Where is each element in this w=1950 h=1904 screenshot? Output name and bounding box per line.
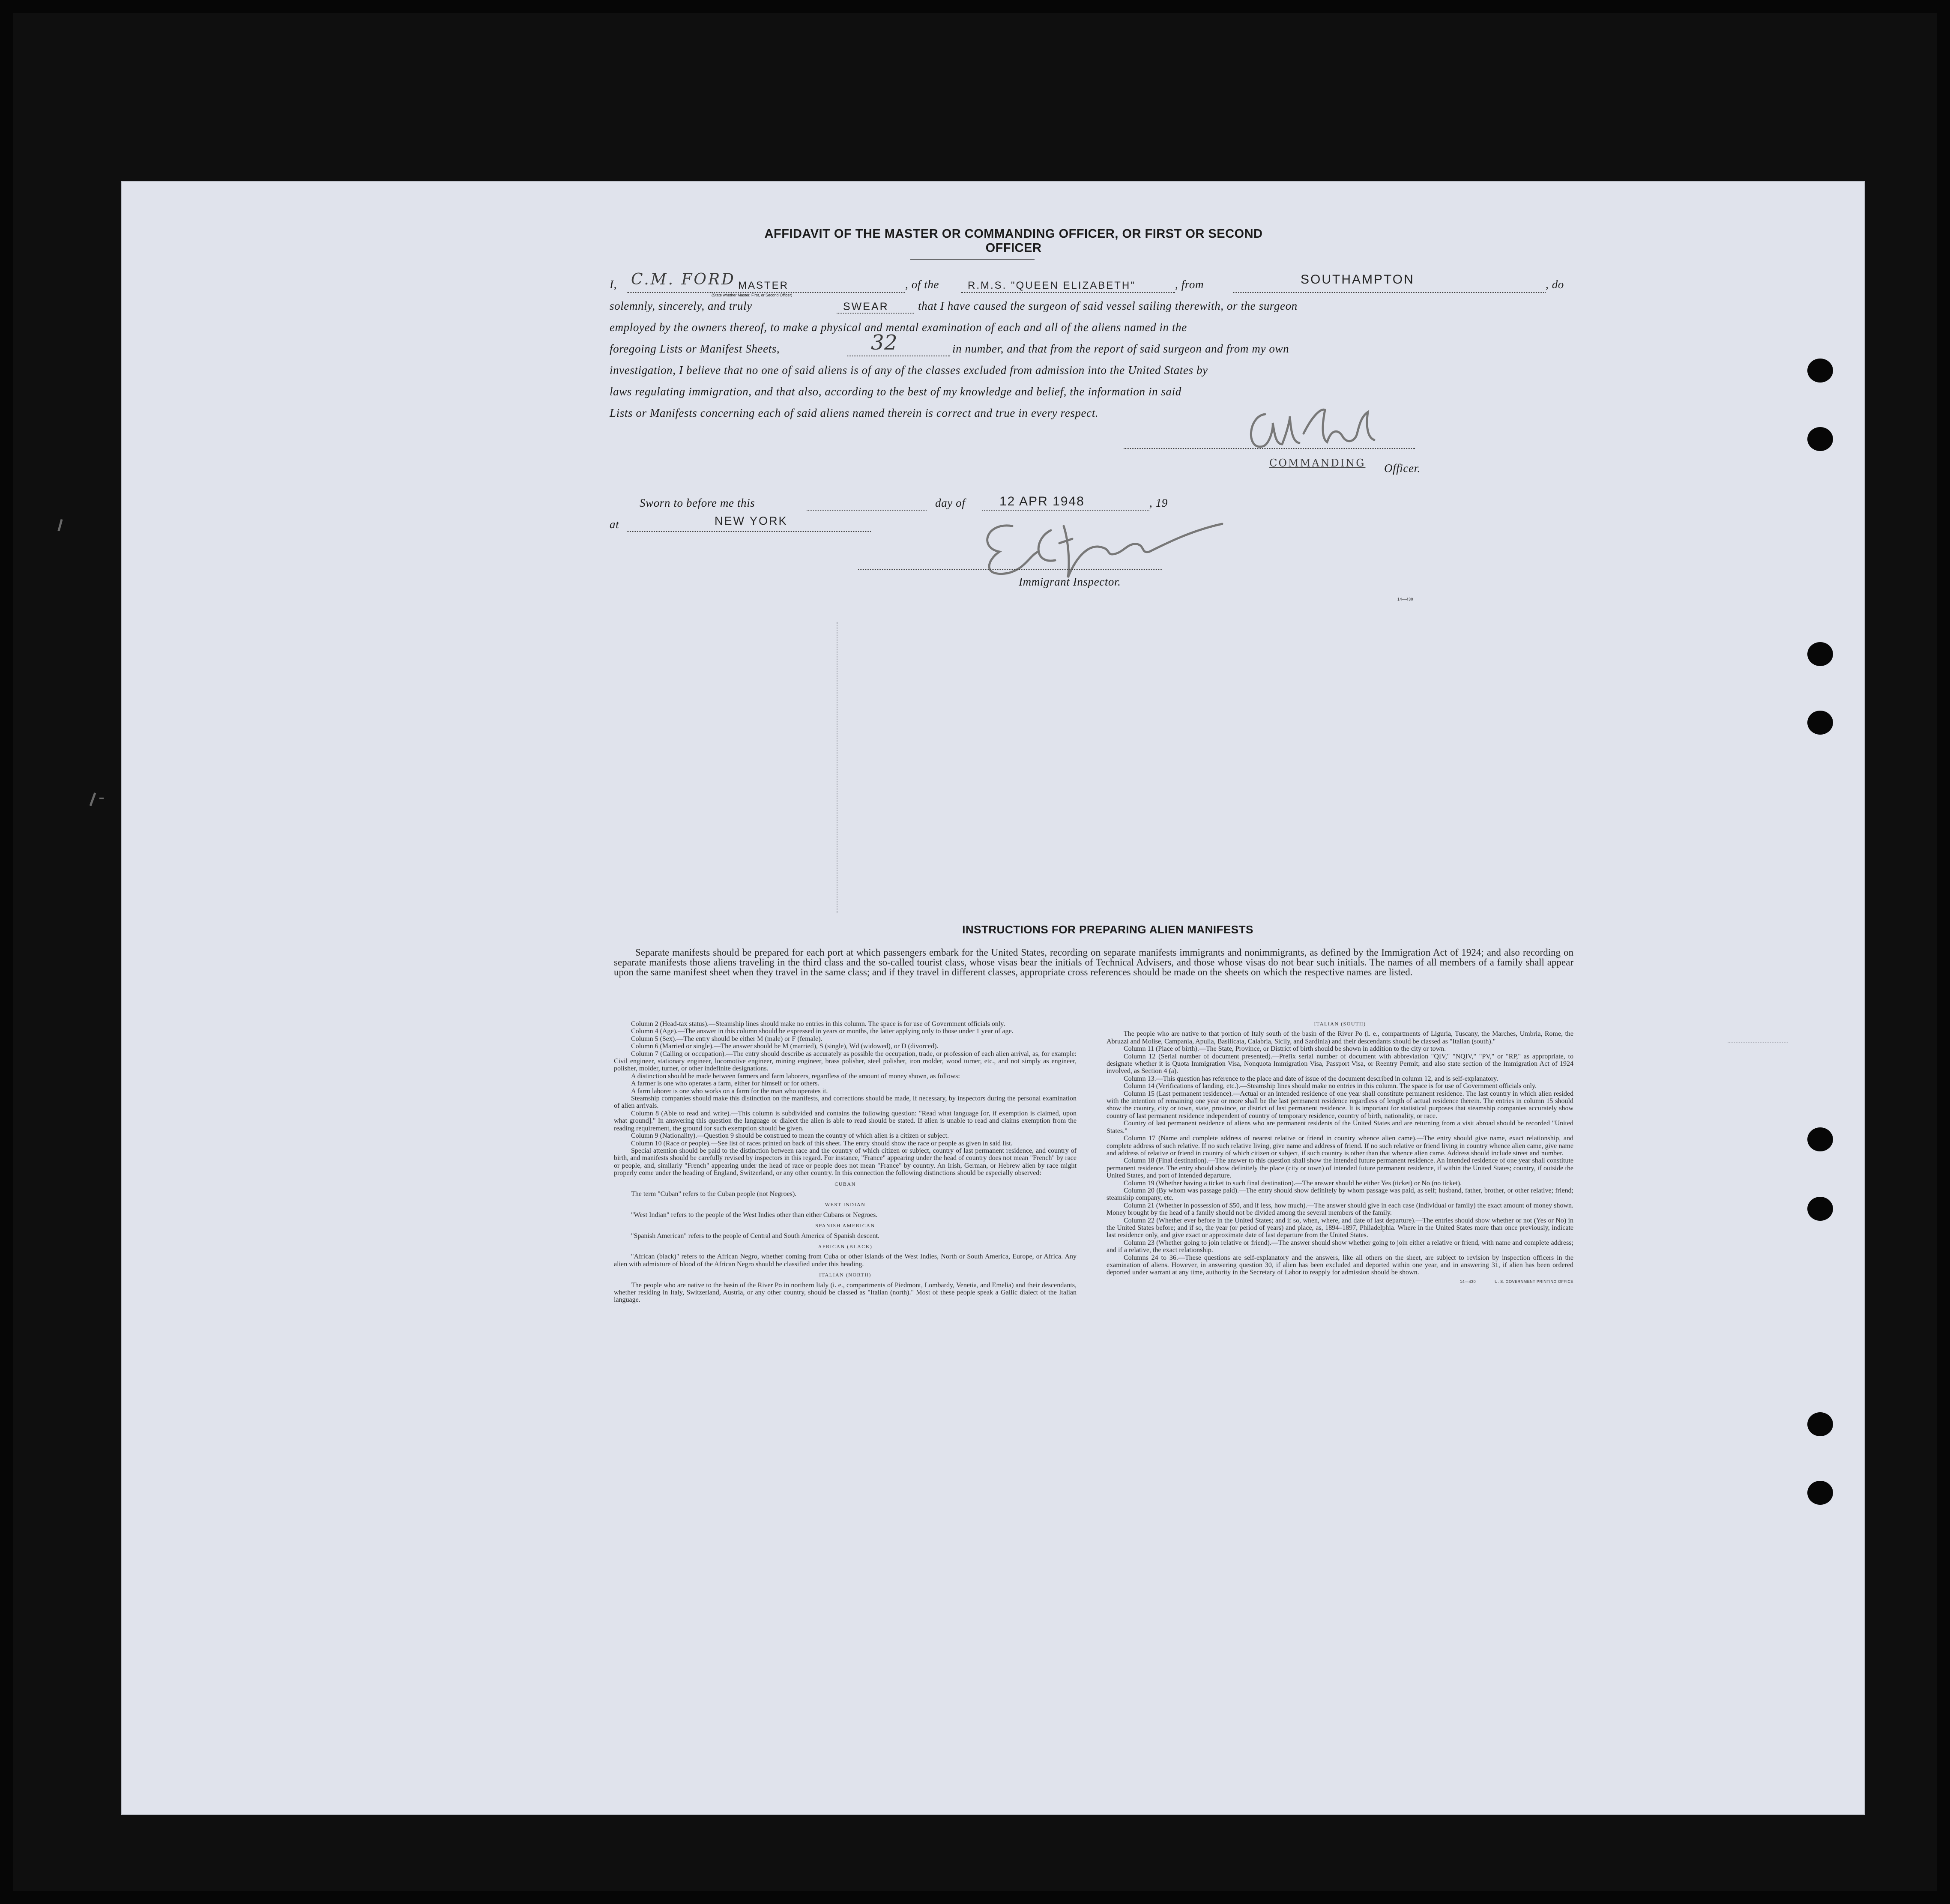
line4-b: in number, and that from the report of said surgeon and from my own bbox=[952, 342, 1289, 355]
vessel-name: R.M.S. "QUEEN ELIZABETH" bbox=[968, 280, 1136, 291]
affidavit-line-3: employed by the owners thereof, to make a physical and mental examination of each and all of the aliens named in the bbox=[610, 321, 1187, 334]
col21-text: Column 21 (Whether in possession of $50, and if less, how much).—The answer should give in each case (individual or family) the exact amount of money shown. Money brought by the head of a family should not be divided among the several members of the family. bbox=[1107, 1202, 1573, 1217]
col17-text: Column 17 (Name and complete address of nearest relative or friend in country whence alien came).—The entry should give name, exact relationship, and complete address of such relative. If no such relative living, give name and address of friend. If no such relative or friend living in country whence alien came, give name and address of relative or friend in country of which citizen or subject, if such country is other than that whence alien came. Address should include street and number. bbox=[1107, 1135, 1573, 1157]
punch-hole bbox=[1807, 1481, 1833, 1505]
col5-text: Column 5 (Sex).—The entry should be either M (male) or F (female). bbox=[631, 1035, 822, 1043]
sheet-count-handwritten: 32 bbox=[871, 331, 898, 355]
officer-label: Officer. bbox=[1384, 462, 1421, 475]
col2-text: Column 2 (Head-tax status).—Steamship lines should make no entries in this column. The space is for use of Government officials only. bbox=[631, 1020, 1005, 1028]
punch-hole bbox=[1807, 427, 1833, 451]
col19-text: Column 19 (Whether having a ticket to such final destination).—The answer should be either Yes (ticket) or No (no ticket). bbox=[1124, 1179, 1462, 1187]
line4-a: foregoing Lists or Manifest Sheets, bbox=[610, 342, 780, 355]
italian-south-text: The people who are native to that portion of Italy south of the basin of the River Po (i. e., compartments of Liguria, Tuscany, the Marches, Umbria, Rome, the Abruzzi and Molise, Campania, Apulia, Basilicata, Calabria, Sicily, and Sardinia) and their descendants should be classed as "Italian (south)." bbox=[1107, 1030, 1573, 1045]
punch-hole bbox=[1807, 359, 1833, 383]
officer-title-row bbox=[1269, 457, 1569, 478]
from-label: , from bbox=[1175, 278, 1204, 291]
col10-text: Column 10 (Race or people).—See list of races printed on back of this sheet. The entry should show the race or people as given in said list. bbox=[631, 1139, 1013, 1147]
oath-word: SWEAR bbox=[843, 301, 889, 313]
master-name-handwritten: C.M. FORD bbox=[631, 271, 736, 288]
at-label: at bbox=[610, 518, 619, 531]
heading-italian-south: ITALIAN (SOUTH) bbox=[1314, 1021, 1366, 1027]
col4-text: Column 4 (Age).—The answer in this column should be expressed in years or months, the latter applying only to those under 1 year of age. bbox=[631, 1028, 1014, 1035]
col14-text: Column 14 (Verifications of landing, etc.).—Steamship lines should make no entries in this column. The space is for use of Government officials only. bbox=[1124, 1082, 1537, 1090]
place-stamp: NEW YORK bbox=[715, 514, 788, 527]
manifest-page bbox=[121, 181, 1865, 1815]
instructions-left-column bbox=[614, 1020, 1077, 1304]
inspector-signature-text: E. Hess bbox=[961, 513, 963, 514]
col12-text: Column 12 (Serial number of document presented).—Prefix serial number of document with abbreviation "QIV," "NQIV," "PV," or "RP," as appropriate, to designate whether it is Quota Immigration Visa, Nonquota Immigration Visa, Passport Visa, or Reentry Permit; and also state section of the Immigration Act of 1924 involved, as Section 4 (a). bbox=[1107, 1052, 1573, 1075]
instructions-intro: Separate manifests should be prepared for each port at which passengers embark for the United States, recording on separate manifests immigrants and nonimmigrants, as defined by the Immigration Act of 1924; and also recording on separate manifests those aliens traveling in the third class and the so-called tourist class, whose visas bear the initials of Technical Advisers, and those whose visas do not bear such initials. The names of all members of a family shall appear upon the same manifest sheet when they travel in the same class; and if they travel in different classes, appropriate cross references should be made on the sheets on which the respective names are listed. bbox=[614, 947, 1573, 977]
cuban-text: The term "Cuban" refers to the Cuban people (not Negroes). bbox=[631, 1190, 797, 1198]
african-text: "African (black)" refers to the African Negro, whether coming from Cuba or other islands of the West Indies, North or South America, Europe, or Africa. Any alien with admixture of blood of the African Negro should be classified under this heading. bbox=[614, 1253, 1077, 1268]
punch-hole bbox=[1807, 1197, 1833, 1221]
col6-text: Column 6 (Married or single).—The answer should be M (married), S (single), Wd (widowed), or D (divorced). bbox=[631, 1043, 939, 1050]
year-prefix: , 19 bbox=[1149, 496, 1168, 509]
col13-text: Column 13.—This question has reference to the place and date of issue of the document described in column 12, and is self-explanatory. bbox=[1124, 1075, 1498, 1082]
port-of-departure: SOUTHAMPTON bbox=[1301, 272, 1415, 287]
count-line bbox=[847, 355, 950, 356]
heading-west-indian: WEST INDIAN bbox=[825, 1202, 866, 1208]
heading-cuban: CUBAN bbox=[834, 1181, 856, 1187]
footer-form-number: 14—430 bbox=[1460, 1279, 1476, 1284]
footer-printer: U. S. GOVERNMENT PRINTING OFFICE bbox=[1495, 1279, 1573, 1284]
signature-line bbox=[1124, 447, 1415, 449]
steamship-distinction-text: Steamship companies should make this distinction on the manifests, and corrections should be made, if necessary, by inspectors during the personal examination of alien arrivals. bbox=[614, 1095, 1077, 1110]
officer-title-handwritten: COMMANDING bbox=[1269, 457, 1366, 469]
of-the-label: , of the bbox=[905, 278, 939, 291]
instructions-title: INSTRUCTIONS FOR PREPARING ALIEN MANIFESTS bbox=[962, 923, 1253, 936]
footer-row bbox=[1107, 1277, 1573, 1285]
port-line bbox=[1233, 291, 1546, 293]
col11-text: Column 11 (Place of birth).—The State, Province, or District of birth should be shown in addition to the city or town. bbox=[1124, 1045, 1446, 1053]
col15b-text: Country of last permanent residence of aliens who are permanent residents of the United States and are returning from a visit abroad should be recorded "United States." bbox=[1107, 1120, 1573, 1135]
punch-hole bbox=[1807, 1127, 1833, 1151]
col20-text: Column 20 (By whom was passage paid).—The entry should show definitely by whom passage was paid, as self; husband, father, brother, or other relative; friend; steamship company, etc. bbox=[1107, 1187, 1573, 1202]
inspector-label: Immigrant Inspector. bbox=[1019, 575, 1121, 588]
line2-b: that I have caused the surgeon of said vessel sailing therewith, or the surgeon bbox=[918, 299, 1298, 312]
form-number: 14—430 bbox=[1397, 597, 1414, 601]
farm-distinction-text: A distinction should be made between farmers and farm laborers, regardless of the amount of money shown, as follows: bbox=[631, 1072, 960, 1080]
affidavit-title: AFFIDAVIT OF THE MASTER OR COMMANDING OFFICER, OR FIRST OR SECOND OFFICER bbox=[764, 227, 1263, 255]
punch-hole bbox=[1807, 642, 1833, 666]
italian-north-text: The people who are native to the basin of the River Po in northern Italy (i. e., compartments of Piedmont, Lombardy, Venetia, and Emelia) and their descendants, whether residing in Italy, Switzerland, Austria, or any other country, should be classed as "Italian (north)." Most of these people speak a Gallic dialect of the Italian language. bbox=[614, 1281, 1077, 1304]
instructions-right-column bbox=[1107, 1017, 1573, 1285]
col18-text: Column 18 (Final destination).—The answer to this question shall show the intended future permanent residence. An intended residence of one year shall constitute permanent residence. The entry should show definitely the place (city or town) of intended future permanent residence, if within the United States; country, if outside the United States, and port of intended departure. bbox=[1107, 1157, 1573, 1180]
affidavit-line-2 bbox=[610, 296, 1569, 317]
rank-note: (State whether Master, First, or Second Officer) bbox=[712, 293, 793, 297]
sworn-day-line bbox=[807, 509, 927, 511]
heading-african: AFRICAN (BLACK) bbox=[818, 1243, 873, 1249]
affidavit-line-5: investigation, I believe that no one of said aliens is of any of the classes excluded from admission into the United States by bbox=[610, 364, 1208, 377]
heading-spanish-american: SPANISH AMERICAN bbox=[815, 1223, 875, 1229]
west-indian-text: "West Indian" refers to the people of the West Indies other than either Cubans or Negroes. bbox=[631, 1211, 878, 1219]
col23-text: Column 23 (Whether going to join relative or friend).—The answer should show whether going to join either a relative or friend, with name and complete address; and if a relative, the exact relationship. bbox=[1107, 1239, 1573, 1254]
master-signature bbox=[1239, 404, 1376, 459]
inspector-line bbox=[858, 568, 1162, 570]
day-of-label: day of bbox=[935, 496, 966, 509]
title-rule bbox=[910, 259, 1035, 260]
col22-text: Column 22 (Whether ever before in the United States; and if so, when, where, and date of last departure).—The entries should show whether or not (Yes or No) in the United States before; and if so, the year (or period of years) and place, as, 1894–1897, Philadelphia. Where in the United States more than once previously, indicate last residence only, and give exact or approximate date of last departure from the United States. bbox=[1107, 1217, 1573, 1239]
race-distinction-text: Special attention should be paid to the distinction between race and the country of which citizen or subject, country of last permanent residence, and country of birth, and manifests should be carefully revised by inspectors in this regard. For instance, "France" appearing under the head of country does not mean "French" by race or people, and, similarly "French" appearing under the head of race or people does not mean "France" by country. An Irish, German, or Hebrew alien by race might properly come under the heading of England, Switzerland, or any other country. In this connection the following distinctions should be especially observed: bbox=[614, 1147, 1077, 1177]
affidavit-line-7: Lists or Manifests concerning each of said aliens named therein is correct and true in every respect. bbox=[610, 407, 1099, 419]
affidavit-line-4 bbox=[610, 331, 1569, 360]
spanish-american-text: "Spanish American" refers to the people of Central and South America of Spanish descent. bbox=[631, 1232, 880, 1240]
punch-hole bbox=[1807, 1412, 1833, 1436]
line2-a: solemnly, sincerely, and truly bbox=[610, 299, 752, 312]
do-label: , do bbox=[1546, 278, 1564, 291]
col8-text: Column 8 (Able to read and write).—This column is subdivided and contains the following question: "Read what language [or, if exemption is claimed, upon what ground]." In answering this question the language or dialect the alien is able to read should be stated. If alien is unable to read and claims exemption from the reading requirement, the ground for such exemption should be given. bbox=[614, 1109, 1077, 1132]
col24-36-text: Columns 24 to 36.—These questions are self-explanatory and the answers, like all others on the sheet, are subject to revision by inspection officers in the examination of aliens. However, in answering question 30, if alien has been excluded and deported within one year, and in answering 31, if alien has been ordered deported under warrant at any time, authority in the Secretary of Labor to reapply for admission should be shown. bbox=[1107, 1254, 1573, 1276]
affidavit-line-1 bbox=[610, 271, 1569, 297]
word-i: I, bbox=[610, 278, 617, 291]
border-mark bbox=[99, 798, 104, 799]
rank: MASTER bbox=[738, 280, 789, 291]
affidavit-line-6: laws regulating immigration, and that also, according to the best of my knowledge and belief, the information in said bbox=[610, 385, 1181, 398]
heading-italian-north: ITALIAN (NORTH) bbox=[819, 1272, 871, 1278]
sworn-label: Sworn to before me this bbox=[640, 496, 755, 509]
date-stamp: 12 APR 1948 bbox=[999, 494, 1085, 508]
name-line bbox=[627, 291, 712, 293]
farm-laborer-text: A farm laborer is one who works on a farm for the man who operates it. bbox=[631, 1087, 828, 1095]
col9-text: Column 9 (Nationality).—Question 9 should be construed to mean the country of which alien is a citizen or subject. bbox=[631, 1132, 949, 1140]
faint-dots bbox=[1728, 1042, 1788, 1043]
col15-text: Column 15 (Last permanent residence).—Actual or an intended residence of one year shall constitute permanent residence. The last country in which alien resided with the intention of remaining one year or more shall be the last permanent residence regardless of length of actual residence therein. The entries in column 15 should show the country, city or town, state, province, or district of last permanent residence. It is important for statistical purposes that steamship companies accurately show country of last permanent residence independent of country of temporary residence, country of birth, nationality, or race. bbox=[1107, 1090, 1573, 1120]
punch-hole bbox=[1807, 711, 1833, 735]
farmer-text: A farmer is one who operates a farm, either for himself or for others. bbox=[631, 1080, 819, 1088]
col7-text: Column 7 (Calling or occupation).—The entry should describe as accurately as possible the occupation, trade, or profession of each alien arrival, as, for example: Civil engineer, stationary engineer, locomotive engineer, mining engineer, brass polisher, steel polisher, iron molder, wood turner, etc., and not simply as engineer, polisher, molder, turner, or other indefinite designations. bbox=[614, 1050, 1077, 1073]
